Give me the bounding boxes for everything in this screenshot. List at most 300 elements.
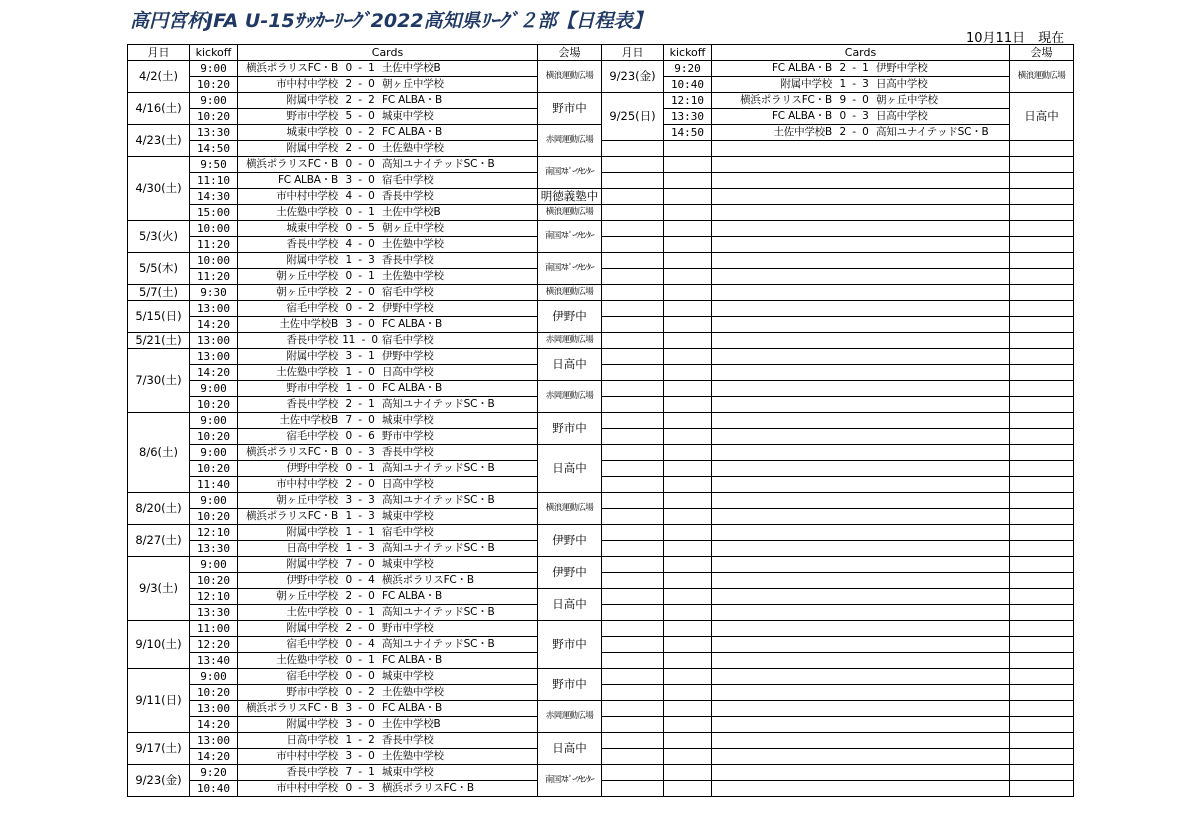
kickoff-time: 13:30 — [190, 125, 238, 141]
kickoff-time: 10:20 — [190, 109, 238, 125]
match-card — [238, 541, 538, 557]
empty-cell — [664, 733, 712, 749]
empty-cell — [1010, 237, 1074, 253]
score: 1 - 3 — [345, 542, 375, 554]
match-card — [238, 285, 538, 301]
score: 3 - 0 — [345, 702, 375, 714]
score: 5 - 0 — [345, 110, 375, 122]
home-score: 0 — [345, 158, 352, 170]
empty-cell — [602, 525, 664, 541]
match-row — [128, 477, 602, 493]
empty-cell — [602, 397, 664, 413]
home-team: 野市中学校 — [286, 686, 338, 698]
match-card — [238, 653, 538, 669]
match-card — [238, 317, 538, 333]
empty-row — [602, 445, 1074, 461]
header-cards: Cards — [238, 45, 538, 61]
empty-cell — [712, 157, 1010, 173]
home-team: 市中村中学校 — [276, 78, 338, 90]
empty-cell — [602, 365, 664, 381]
empty-row — [602, 221, 1074, 237]
empty-cell — [1010, 445, 1074, 461]
away-score: 3 — [368, 494, 375, 506]
away-score: 0 — [368, 78, 375, 90]
match-row — [128, 365, 602, 381]
home-score: 2 — [345, 78, 352, 90]
away-team: 土佐塾中学校 — [382, 142, 444, 154]
match-row — [128, 397, 602, 413]
empty-cell — [1010, 525, 1074, 541]
away-score: 0 — [368, 718, 375, 730]
match-row — [128, 701, 602, 717]
empty-cell — [712, 749, 1010, 765]
match-card — [238, 141, 538, 157]
match-card — [238, 397, 538, 413]
away-score: 1 — [368, 398, 375, 410]
venue: 赤岡運動広場 — [538, 701, 602, 733]
away-team: 日高中学校 — [382, 478, 434, 490]
kickoff-time: 12:10 — [664, 93, 712, 109]
empty-cell — [664, 605, 712, 621]
match-card — [238, 237, 538, 253]
match-date: 5/15(日) — [128, 301, 190, 333]
kickoff-time: 11:20 — [190, 237, 238, 253]
away-score: 1 — [862, 62, 869, 74]
score: 0 - 1 — [345, 654, 375, 666]
away-score: 2 — [368, 734, 375, 746]
kickoff-time: 12:10 — [190, 589, 238, 605]
empty-cell — [664, 381, 712, 397]
empty-cell — [1010, 461, 1074, 477]
score: 0 - 5 — [345, 222, 375, 234]
kickoff-time: 15:00 — [190, 205, 238, 221]
home-score: 0 — [839, 110, 846, 122]
home-score: 3 — [345, 702, 352, 714]
home-team: 市中村中学校 — [276, 478, 338, 490]
empty-cell — [664, 413, 712, 429]
score: 0 - 6 — [345, 430, 375, 442]
home-score: 5 — [345, 110, 352, 122]
match-row — [602, 109, 1074, 125]
empty-cell — [602, 189, 664, 205]
away-team: FC ALBA・B — [382, 382, 443, 394]
match-row — [128, 93, 602, 109]
empty-cell — [1010, 157, 1074, 173]
empty-cell — [664, 221, 712, 237]
away-team: 野市中学校 — [382, 430, 434, 442]
match-card — [238, 61, 538, 77]
header-venue: 会場 — [538, 45, 602, 61]
empty-cell — [1010, 333, 1074, 349]
match-row — [602, 77, 1074, 93]
away-score: 0 — [368, 366, 375, 378]
venue: 横浪運動広場 — [538, 205, 602, 221]
empty-cell — [1010, 141, 1074, 157]
score: 2 - 0 — [345, 286, 375, 298]
empty-cell — [1010, 381, 1074, 397]
match-card — [238, 109, 538, 125]
empty-cell — [664, 141, 712, 157]
match-card — [238, 781, 538, 797]
home-score: 9 — [839, 94, 846, 106]
match-card — [238, 685, 538, 701]
empty-cell — [1010, 413, 1074, 429]
away-score: 6 — [368, 430, 375, 442]
match-card — [238, 429, 538, 445]
empty-cell — [602, 781, 664, 797]
home-team: 横浜ポラリスFC・B — [246, 510, 338, 522]
match-row — [128, 253, 602, 269]
empty-cell — [664, 589, 712, 605]
score: 1 - 3 — [839, 78, 869, 90]
home-team: 香長中学校 — [286, 766, 338, 778]
match-row — [128, 269, 602, 285]
away-team: 横浜ポラリスFC・B — [382, 782, 474, 794]
schedule-table-right — [601, 44, 1074, 797]
match-card — [238, 765, 538, 781]
home-score: 0 — [345, 782, 352, 794]
empty-cell — [712, 621, 1010, 637]
venue: 赤岡運動広場 — [538, 333, 602, 349]
home-team: 香長中学校 — [286, 398, 338, 410]
kickoff-time: 11:10 — [190, 173, 238, 189]
away-score: 0 — [368, 670, 375, 682]
home-team: 市中村中学校 — [276, 190, 338, 202]
home-team: FC ALBA・B — [771, 62, 832, 74]
empty-cell — [602, 765, 664, 781]
home-score: 0 — [345, 446, 352, 458]
venue: 日高中 — [1010, 93, 1074, 141]
empty-cell — [602, 285, 664, 301]
away-score: 2 — [368, 94, 375, 106]
home-score: 2 — [345, 590, 352, 602]
empty-cell — [602, 493, 664, 509]
score: 1 - 1 — [345, 526, 375, 538]
match-date: 5/21(土) — [128, 333, 190, 349]
empty-cell — [1010, 669, 1074, 685]
empty-cell — [712, 237, 1010, 253]
kickoff-time: 10:00 — [190, 221, 238, 237]
empty-cell — [1010, 493, 1074, 509]
away-score: 0 — [368, 174, 375, 186]
match-row — [128, 413, 602, 429]
match-row — [128, 653, 602, 669]
empty-cell — [664, 429, 712, 445]
home-team: 土佐中学校B — [279, 318, 338, 330]
kickoff-time: 10:20 — [190, 77, 238, 93]
home-team: FC ALBA・B — [277, 174, 338, 186]
home-team: 野市中学校 — [286, 110, 338, 122]
away-score: 0 — [371, 334, 378, 346]
empty-row — [602, 557, 1074, 573]
away-score: 1 — [368, 606, 375, 618]
away-score: 3 — [862, 110, 869, 122]
empty-cell — [1010, 589, 1074, 605]
away-team: 伊野中学校 — [876, 62, 928, 74]
home-team: 横浜ポラリスFC・B — [740, 94, 832, 106]
away-score: 3 — [368, 254, 375, 266]
score: 2 - 0 — [345, 590, 375, 602]
kickoff-time: 9:00 — [190, 669, 238, 685]
match-card — [238, 733, 538, 749]
empty-row — [602, 765, 1074, 781]
match-card — [238, 605, 538, 621]
away-team: 香長中学校 — [382, 446, 434, 458]
home-score: 0 — [345, 606, 352, 618]
match-date: 5/7(土) — [128, 285, 190, 301]
match-card — [238, 93, 538, 109]
empty-cell — [602, 733, 664, 749]
empty-cell — [712, 717, 1010, 733]
empty-cell — [712, 653, 1010, 669]
match-card — [238, 77, 538, 93]
empty-cell — [602, 589, 664, 605]
home-team: 土佐塾中学校 — [276, 206, 338, 218]
score: 0 - 4 — [345, 574, 375, 586]
match-row — [128, 301, 602, 317]
venue: 野市中 — [538, 93, 602, 125]
away-team: 高知ユナイテッドSC・B — [382, 638, 495, 650]
away-team: 土佐中学校B — [382, 718, 441, 730]
home-team: 宿毛中学校 — [286, 430, 338, 442]
home-score: 2 — [345, 142, 352, 154]
empty-cell — [712, 349, 1010, 365]
empty-row — [602, 605, 1074, 621]
home-score: 4 — [345, 190, 352, 202]
match-date: 5/5(木) — [128, 253, 190, 285]
score: 1 - 0 — [345, 366, 375, 378]
match-card — [238, 173, 538, 189]
empty-cell — [664, 205, 712, 221]
empty-row — [602, 141, 1074, 157]
home-team: 城東中学校 — [286, 222, 338, 234]
match-row — [128, 493, 602, 509]
kickoff-time: 12:10 — [190, 525, 238, 541]
empty-row — [602, 493, 1074, 509]
match-row — [602, 61, 1074, 77]
match-row — [128, 317, 602, 333]
score: 3 - 0 — [345, 174, 375, 186]
home-team: 日高中学校 — [286, 542, 338, 554]
empty-cell — [712, 509, 1010, 525]
empty-cell — [664, 285, 712, 301]
home-score: 1 — [345, 510, 352, 522]
empty-cell — [1010, 509, 1074, 525]
header-date: 月日 — [128, 45, 190, 61]
empty-row — [602, 285, 1074, 301]
away-score: 0 — [368, 318, 375, 330]
score: 9 - 0 — [839, 94, 869, 106]
empty-cell — [1010, 653, 1074, 669]
match-card — [238, 301, 538, 317]
empty-cell — [664, 765, 712, 781]
away-score: 2 — [368, 686, 375, 698]
match-date: 9/10(土) — [128, 621, 190, 669]
empty-cell — [602, 141, 664, 157]
home-team: 附属中学校 — [286, 350, 338, 362]
kickoff-time: 10:20 — [190, 685, 238, 701]
kickoff-time: 9:00 — [190, 381, 238, 397]
empty-cell — [664, 365, 712, 381]
home-score: 0 — [345, 686, 352, 698]
kickoff-time: 14:20 — [190, 749, 238, 765]
match-row — [128, 205, 602, 221]
empty-cell — [664, 717, 712, 733]
match-row — [128, 637, 602, 653]
away-score: 0 — [368, 190, 375, 202]
empty-cell — [1010, 733, 1074, 749]
score: 2 - 0 — [839, 126, 869, 138]
away-team: FC ALBA・B — [382, 94, 443, 106]
away-score: 0 — [368, 382, 375, 394]
away-team: 朝ヶ丘中学校 — [876, 94, 938, 106]
kickoff-time: 13:00 — [190, 349, 238, 365]
empty-cell — [712, 189, 1010, 205]
match-row — [128, 749, 602, 765]
empty-cell — [664, 637, 712, 653]
away-team: 宿毛中学校 — [382, 286, 434, 298]
away-team: 土佐塾中学校 — [382, 750, 444, 762]
empty-cell — [602, 205, 664, 221]
venue: 南国ｽﾎﾟｰﾂｾﾝﾀｰ — [538, 253, 602, 285]
empty-cell — [712, 557, 1010, 573]
kickoff-time: 9:00 — [190, 413, 238, 429]
schedule-body-left — [128, 61, 602, 797]
empty-cell — [664, 749, 712, 765]
empty-cell — [1010, 717, 1074, 733]
empty-cell — [602, 349, 664, 365]
empty-cell — [1010, 541, 1074, 557]
venue: 南国ｽﾎﾟｰﾂｾﾝﾀｰ — [538, 765, 602, 797]
match-date: 4/23(土) — [128, 125, 190, 157]
empty-cell — [602, 541, 664, 557]
empty-cell — [712, 205, 1010, 221]
home-team: 附属中学校 — [286, 142, 338, 154]
score: 0 - 2 — [345, 126, 375, 138]
home-team: 附属中学校 — [286, 94, 338, 106]
home-team: 伊野中学校 — [286, 574, 338, 586]
match-row — [128, 557, 602, 573]
empty-cell — [602, 301, 664, 317]
home-score: 1 — [345, 542, 352, 554]
match-row — [602, 125, 1074, 141]
match-card — [238, 493, 538, 509]
home-score: 2 — [839, 62, 846, 74]
home-team: 横浜ポラリスFC・B — [246, 158, 338, 170]
empty-cell — [712, 685, 1010, 701]
score: 3 - 1 — [345, 350, 375, 362]
home-team: 宿毛中学校 — [286, 670, 338, 682]
empty-row — [602, 621, 1074, 637]
away-team: 城東中学校 — [382, 670, 434, 682]
score: 7 - 0 — [345, 558, 375, 570]
away-score: 4 — [368, 638, 375, 650]
home-score: 3 — [345, 494, 352, 506]
kickoff-time: 14:20 — [190, 317, 238, 333]
match-date: 9/25(日) — [602, 93, 664, 141]
home-team: 市中村中学校 — [276, 782, 338, 794]
score: 0 - 0 — [345, 670, 375, 682]
empty-cell — [1010, 285, 1074, 301]
empty-row — [602, 333, 1074, 349]
away-team: 野市中学校 — [382, 622, 434, 634]
score: 0 - 3 — [345, 446, 375, 458]
empty-cell — [712, 413, 1010, 429]
match-row — [128, 189, 602, 205]
empty-row — [602, 589, 1074, 605]
away-score: 0 — [368, 158, 375, 170]
kickoff-time: 9:30 — [190, 285, 238, 301]
home-score: 1 — [345, 366, 352, 378]
empty-cell — [712, 541, 1010, 557]
empty-row — [602, 349, 1074, 365]
match-row — [128, 765, 602, 781]
match-row — [128, 77, 602, 93]
kickoff-time: 14:50 — [190, 141, 238, 157]
home-team: 附属中学校 — [286, 558, 338, 570]
away-score: 0 — [368, 478, 375, 490]
away-team: 土佐中学校B — [382, 62, 441, 74]
kickoff-time: 13:00 — [190, 301, 238, 317]
match-card — [238, 637, 538, 653]
empty-row — [602, 701, 1074, 717]
empty-row — [602, 205, 1074, 221]
empty-cell — [664, 317, 712, 333]
score: 2 - 2 — [345, 94, 375, 106]
empty-cell — [602, 269, 664, 285]
empty-row — [602, 669, 1074, 685]
away-score: 1 — [368, 350, 375, 362]
match-row — [128, 461, 602, 477]
match-date: 4/2(土) — [128, 61, 190, 93]
match-row — [128, 685, 602, 701]
kickoff-time: 14:50 — [664, 125, 712, 141]
away-team: 土佐中学校B — [382, 206, 441, 218]
empty-row — [602, 461, 1074, 477]
match-date: 9/3(土) — [128, 557, 190, 621]
empty-row — [602, 189, 1074, 205]
away-team: 城東中学校 — [382, 414, 434, 426]
empty-cell — [712, 429, 1010, 445]
empty-cell — [1010, 637, 1074, 653]
home-team: 土佐塾中学校 — [276, 366, 338, 378]
match-card — [238, 525, 538, 541]
match-card — [712, 77, 1010, 93]
home-score: 2 — [345, 94, 352, 106]
as-of-date: 10月11日 現在 — [966, 31, 1065, 46]
venue: 赤岡運動広場 — [538, 381, 602, 413]
home-team: 朝ヶ丘中学校 — [276, 494, 338, 506]
kickoff-time: 10:20 — [190, 461, 238, 477]
empty-row — [602, 781, 1074, 797]
schedule-table-left — [127, 44, 602, 797]
venue: 南国ｽﾎﾟｰﾂｾﾝﾀｰ — [538, 221, 602, 253]
empty-cell — [602, 573, 664, 589]
empty-cell — [664, 557, 712, 573]
empty-cell — [664, 301, 712, 317]
empty-cell — [664, 189, 712, 205]
empty-row — [602, 413, 1074, 429]
kickoff-time: 9:00 — [190, 493, 238, 509]
kickoff-time: 9:20 — [190, 765, 238, 781]
score: 0 - 2 — [345, 686, 375, 698]
away-team: 高知ユナイテッドSC・B — [382, 158, 495, 170]
home-team: 朝ヶ丘中学校 — [276, 270, 338, 282]
away-score: 2 — [368, 126, 375, 138]
home-score: 1 — [345, 734, 352, 746]
match-row — [128, 61, 602, 77]
empty-cell — [712, 173, 1010, 189]
